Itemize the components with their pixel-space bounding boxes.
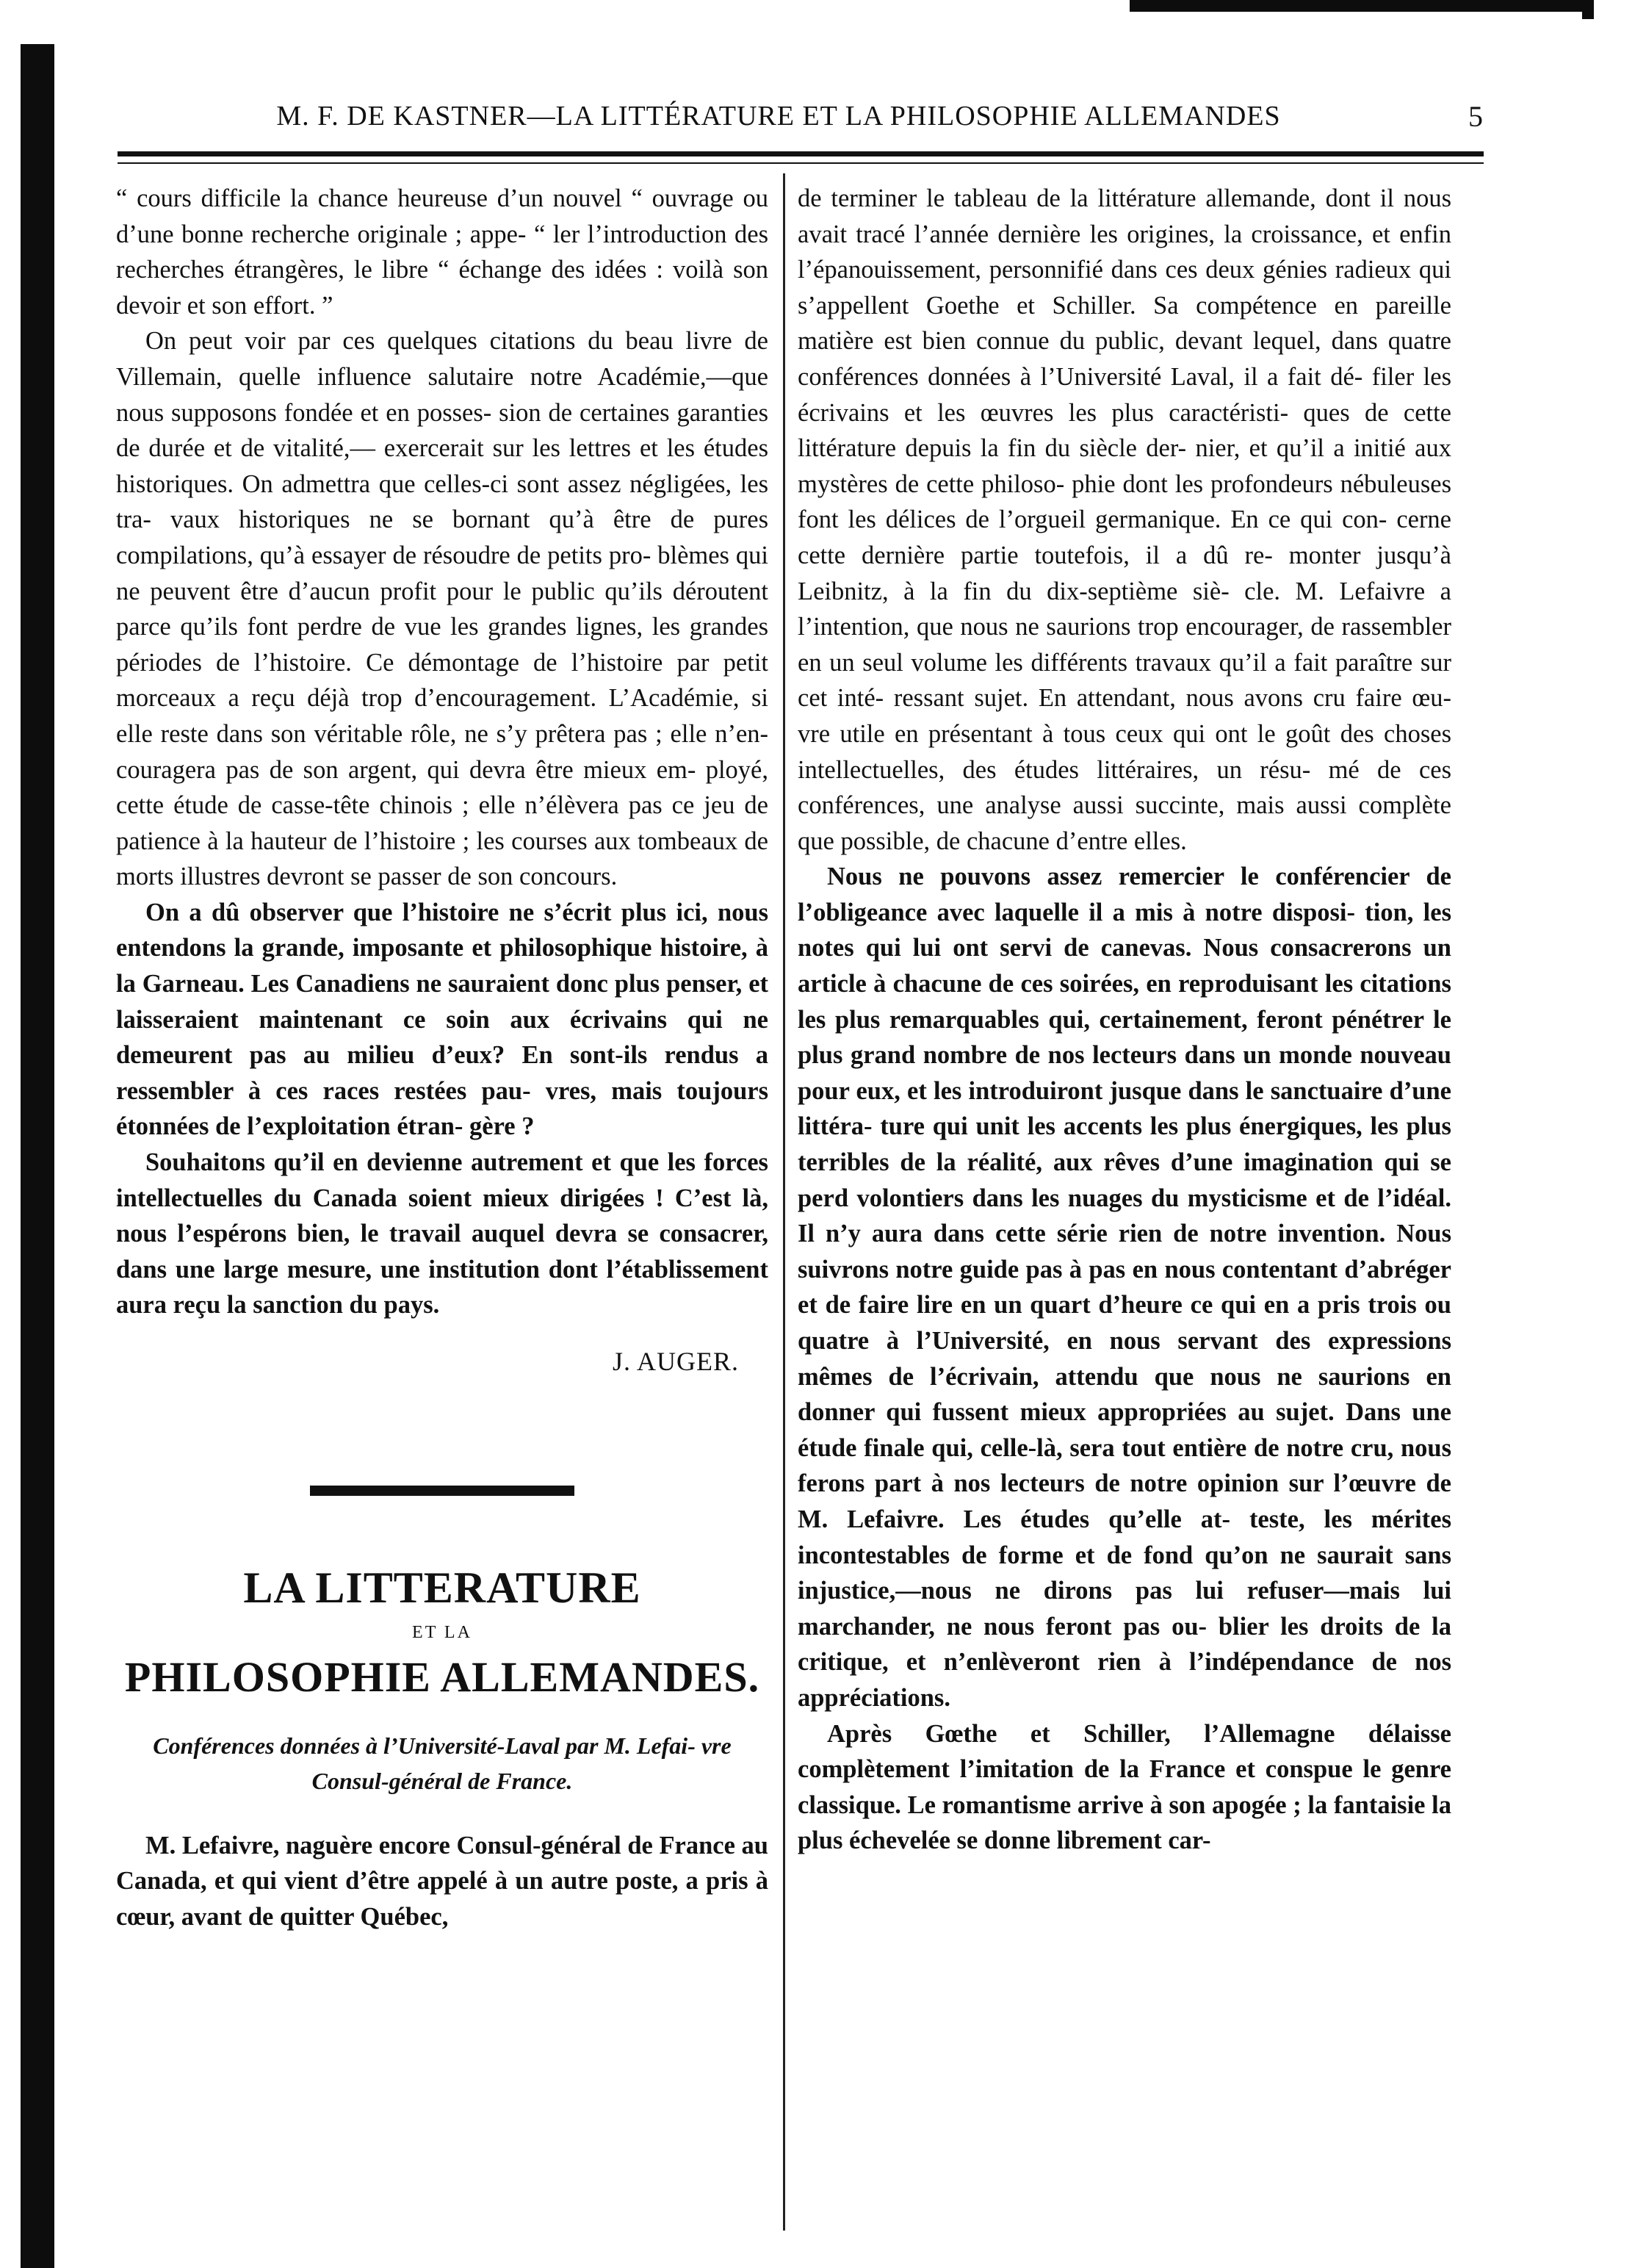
article-subtitle: Conférences données à l’Université-Laval par M. Lefai- vre Consul-général de France. — [153, 1732, 732, 1794]
scan-top-border — [1130, 0, 1594, 12]
paragraph: Après Gœthe et Schiller, l’Allemagne délaisse complètement l’imitation de la France et conspue le genre classique. Le romantisme arrive à son apogée ; la fantaisie la plus échevelée se donne librement car- — [798, 1719, 1451, 1855]
scan-corner-mark — [1582, 0, 1594, 19]
paragraph: Nous ne pouvons assez remercier le conférencier de l’obligeance avec laquelle il a mis à notre disposi- tion, les notes qui lui ont servi de canevas. Nous consacrerons un article à chacune de ces soirées, en reproduisant les citations les plus remarquables qui, certainement, feront pénétrer le plus grand nombre de nos lecteurs dans un monde nouveau pour eux, et les introduiront jusque dans le sanctuaire d’une littéra- ture qui unit les accents les plus énergiques, les plus terribles de la réalité, aux rêves d’une imagination qui se perd volontiers dans les nuages du mysticisme et de l’idéal. Il n’y aura dans cette série rien de notre invention. Nous suivrons notre guide pas à pas en nous contentant d’abréger et de faire lire en un quart d’heure ce qui en a pris trois ou quatre à l’Université, en nous servant des expressions mêmes de l’écrivain, attendu que nous ne saurions en donner qui fussent mieux appropriées au sujet. Dans une étude finale qui, celle-là, sera tout entière de notre cru, nous ferons part à nos lecteurs de notre opinion sur l’œuvre de M. Lefaivre. Les études qu’elle at- teste, les mérites incontestables de forme et de fond qu’on ne saurait sans injustice,—nous ne dirons pas lui refuser—mais lui marchander, ne nous feront pas ou- blier les droits de la critique, et n’enlèveront rien à l’indépendance de nos appréciations. — [798, 863, 1451, 1712]
article-title: LA LITTERATURE — [243, 1563, 641, 1612]
paragraph: On peut voir par ces quelques citations du beau livre de Villemain, quelle influence salutaire notre Académie,—que nous supposons fondée et en posses- sion de certaines garanties de durée et de vitalité,— exercerait sur les lettres et les études historiques. On admettra que celles-ci sont assez négligées, les tra- vaux historiques ne se bornant qu’à être de pures compilations, qu’à essayer de résoudre de petits pro- blèmes qui ne peuvent être d’aucun profit pour le public qu’ils déroutent parce qu’ils font perdre de vue les grandes lignes, les grandes périodes de l’histoire. Ce démontage de l’histoire par petit morceaux a reçu déjà trop d’encouragement. L’Académie, si elle reste dans son véritable rôle, ne s’y prêtera pas ; elle n’en- couragera pas de son argent, qui devra être mieux em- ployé, cette étude de casse-tête chinois ; elle n’élèvera pas ce jeu de patience à la hauteur de l’histoire ; les courses aux tombeaux de morts illustres devront se passer de son concours. — [116, 327, 768, 891]
paragraph: On a dû observer que l’histoire ne s’écrit plus ici, nous entendons la grande, imposante et philosophique histoire, à la Garneau. Les Canadiens ne sauraient donc plus penser, et laisseraient maintenant ce soin aux écrivains qui ne demeurent pas au milieu d’eux? En sont-ils rendus a ressembler à ces races restées pau- vres, mais toujours étonnées de l’exploitation étran- gère ? — [116, 898, 768, 1141]
article-title-continued: PHILOSOPHIE ALLEMANDES. — [124, 1652, 760, 1701]
scan-binding-edge — [21, 44, 54, 2268]
column-divider — [783, 173, 785, 2231]
article-separator-rule — [310, 1486, 574, 1496]
article-title-connector: ET LA — [412, 1622, 472, 1642]
page-number: 5 — [1468, 99, 1484, 133]
right-column — [798, 181, 1451, 1859]
running-head — [118, 94, 1484, 138]
running-head-title: M. F. DE KASTNER—LA LITTÉRATURE ET LA PHILOSOPHIE ALLEMANDES — [276, 101, 1281, 132]
paragraph: de terminer le tableau de la littérature allemande, dont il nous avait tracé l’année dernière les origines, la croissance, et enfin l’épanouissement, personnifié dans ces deux génies radieux qui s’appellent Goethe et Schiller. Sa compétence en pareille matière est bien connue du public, devant lequel, dans quatre conférences données à l’Université Laval, il a fait dé- filer les écrivains et les œuvres les plus caractéristi- ques de cette littérature depuis la fin du siècle der- nier, et qu’il a initié aux mystères de cette philoso- phie dont les profondeurs nébuleuses font les délices de l’orgueil germanique. En ce qui con- cerne cette dernière partie toutefois, il a dû re- monter jusqu’à Leibnitz, à la fin du dix-septième siè- cle. M. Lefaivre a l’intention, que nous ne saurions trop encourager, de rassembler en un seul volume les différents travaux qu’il a fait paraître sur cet inté- ressant sujet. En attendant, nous avons cru faire œu- vre utile en présentant à tous ceux qui ont le goût des choses intellectuelles, des études littéraires, un résu- mé de ces conférences, une analyse aussi succinte, mais aussi complète que possible, de chacune d’entre elles. — [798, 184, 1451, 855]
header-rule-thin — [118, 162, 1484, 164]
paragraph: “ cours difficile la chance heureuse d’un nouvel “ ouvrage ou d’une bonne recherche originale ; appe- “ ler l’introduction des recherches étrangères, le libre “ échange des idées : voilà son devoir et son effort. ” — [116, 184, 768, 320]
author-signature: J. AUGER. — [612, 1347, 739, 1376]
left-column — [116, 181, 768, 1934]
paragraph: M. Lefaivre, naguère encore Consul-général de France au Canada, et qui vient d’être appelé à un autre poste, a pris à cœur, avant de quitter Québec, — [116, 1831, 768, 1931]
paragraph: Souhaitons qu’il en devienne autrement et que les forces intellectuelles du Canada soient mieux dirigées ! C’est là, nous l’espérons bien, le travail auquel devra se consacrer, dans une large mesure, une institution dont l’établissement aura reçu la sanction du pays. — [116, 1148, 768, 1320]
header-rule-thick — [118, 151, 1484, 156]
